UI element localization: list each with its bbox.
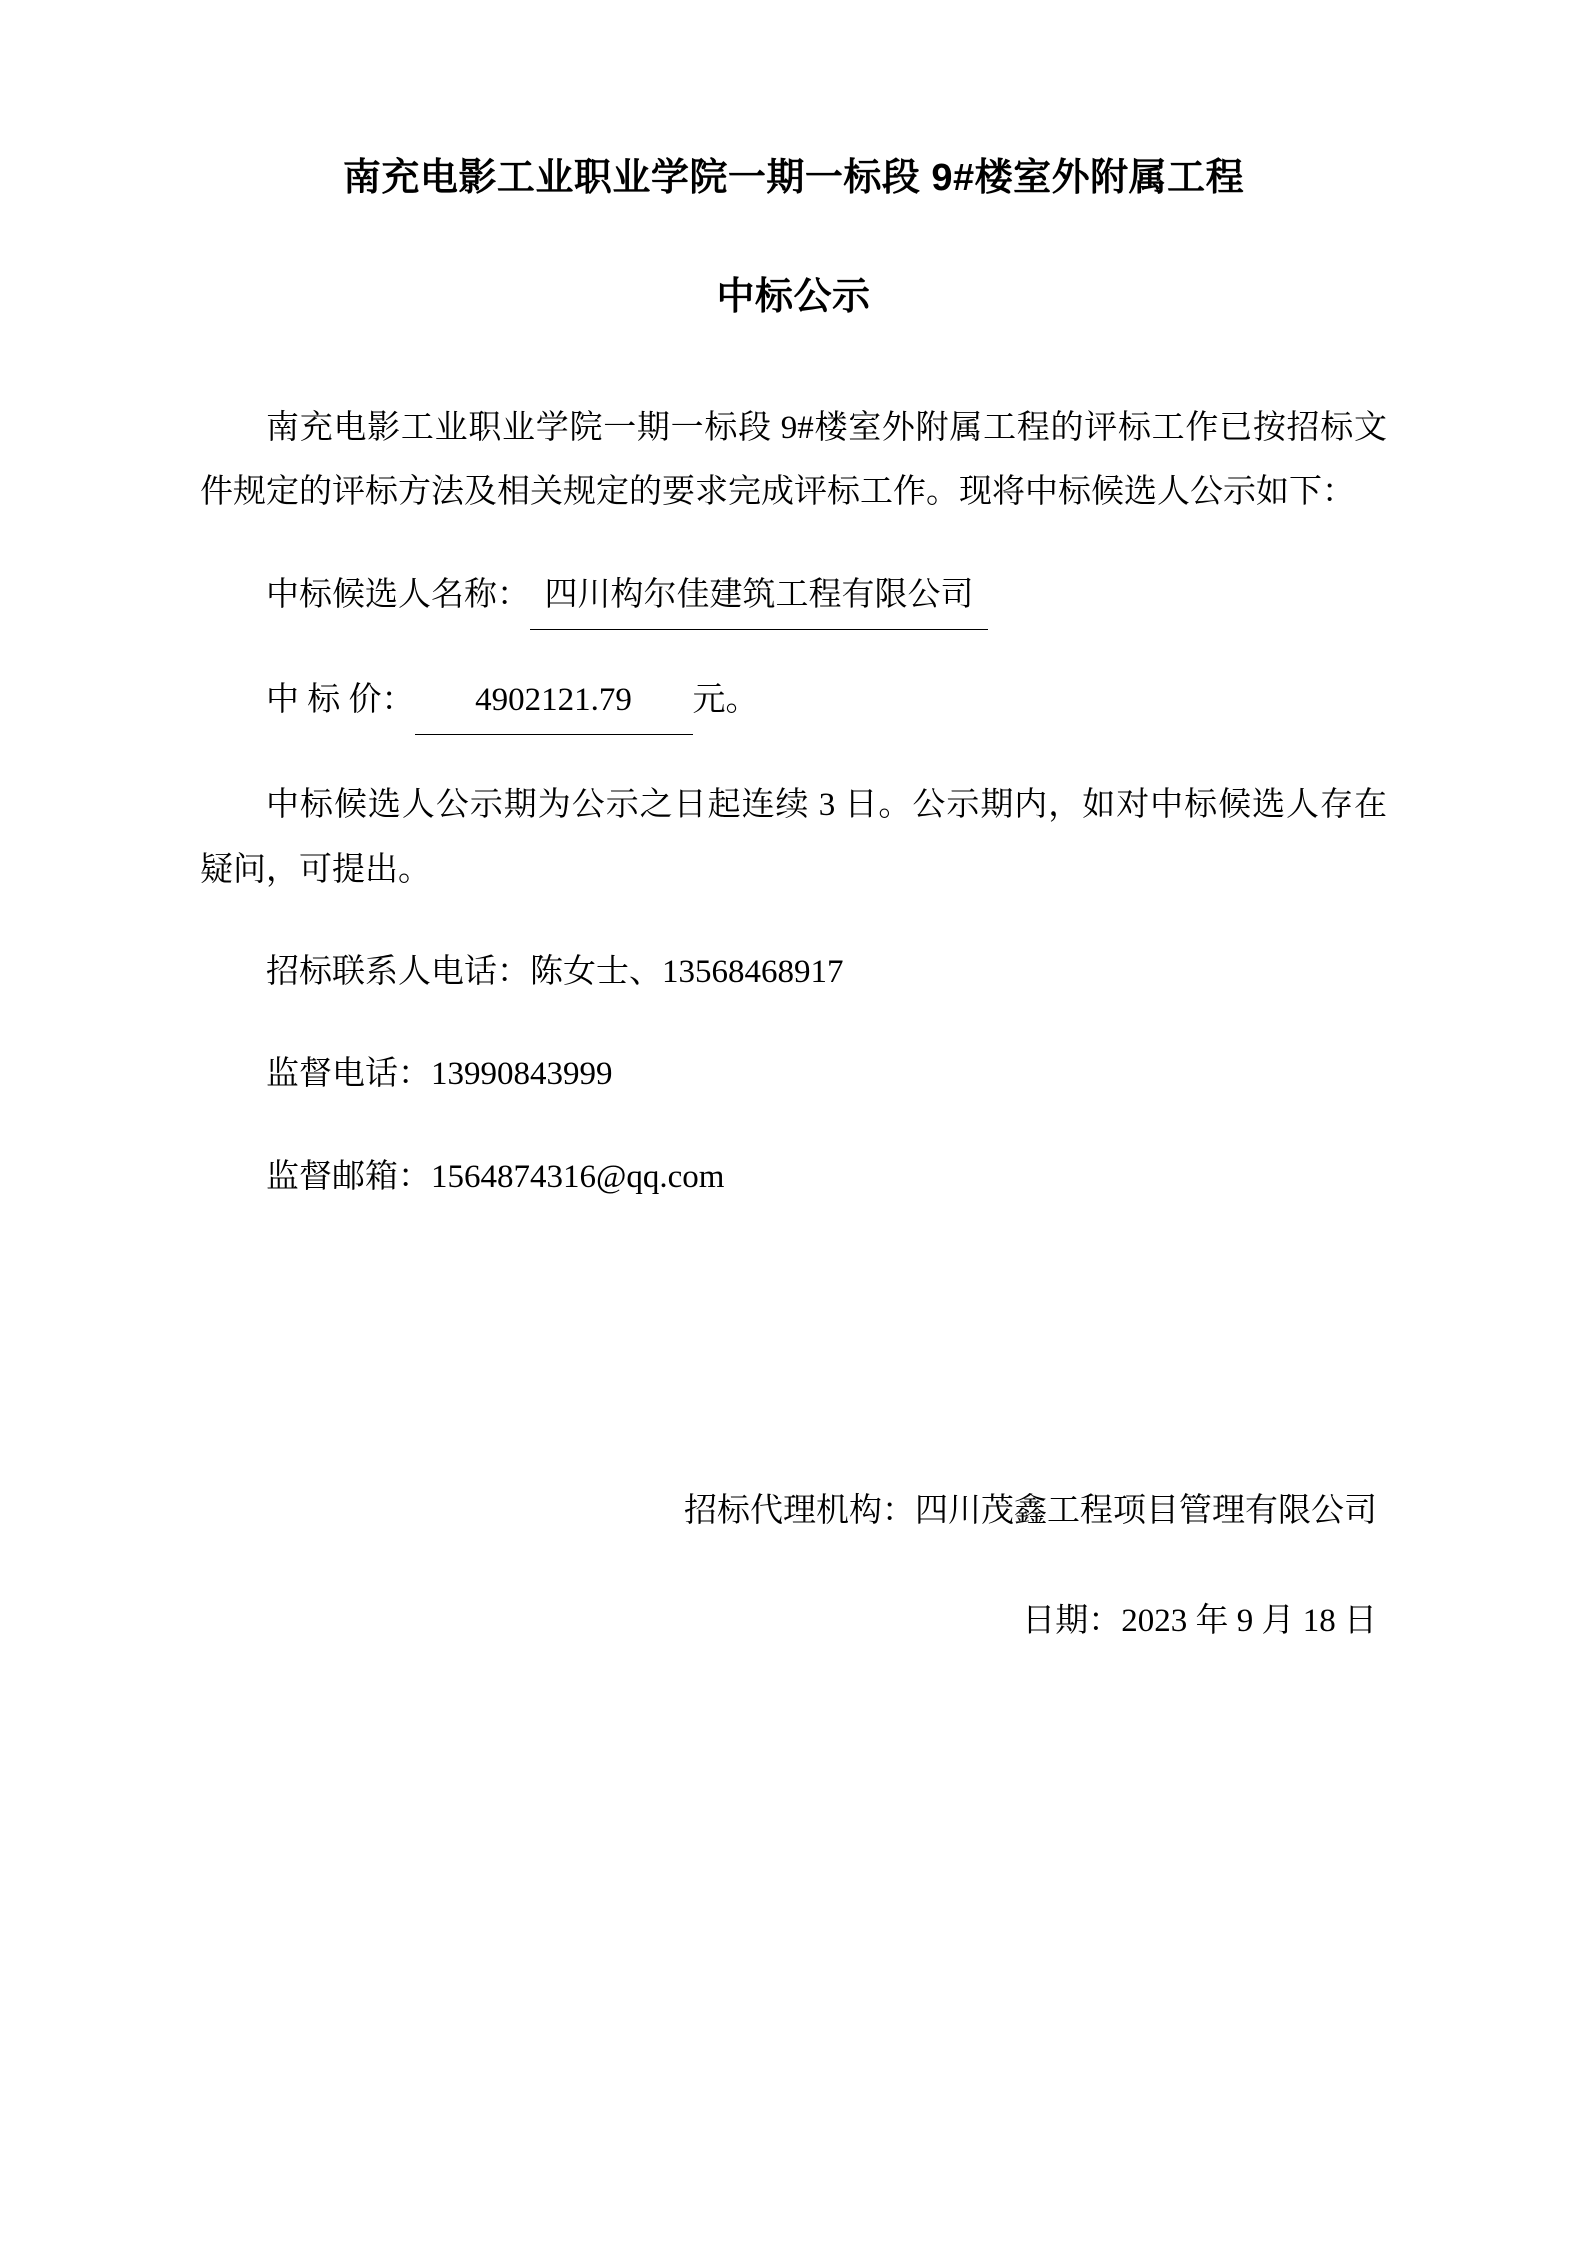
publicity-period-paragraph: 中标候选人公示期为公示之日起连续 3 日。公示期内，如对中标候选人存在疑问，可提出。 (200, 787, 1387, 888)
date-line: 日期：2023 年 9 月 18 日 (1022, 1603, 1377, 1640)
bid-price-unit: 元。 (692, 682, 759, 719)
supervision-email-line: 监督邮箱：1564874316@qq.com (266, 1158, 725, 1195)
bid-price-value: 4902121.79 (415, 668, 693, 735)
document-footer (200, 1479, 1387, 1654)
document-title-line-2: 中标公示 (716, 276, 871, 318)
agency-line: 招标代理机构：四川茂鑫工程项目管理有限公司 (684, 1493, 1377, 1530)
contact-phone-line: 招标联系人电话：陈女士、13568468917 (266, 954, 844, 991)
document-body (200, 396, 1387, 1209)
bid-price-row (200, 668, 1387, 735)
document-title-line-1: 南充电影工业职业学院一期一标段 9#楼室外附属工程 (342, 157, 1245, 199)
intro-paragraph: 南充电影工业职业学院一期一标段 9#楼室外附属工程的评标工作已按招标文件规定的评标方法及相关规定的要求完成评标工作。现将中标候选人公示如下： (200, 410, 1387, 511)
title-block (200, 150, 1387, 326)
candidate-name-value: 四川构尔佳建筑工程有限公司 (530, 563, 988, 630)
bid-price-label: 中 标 价： (266, 682, 415, 719)
candidate-name-label: 中标候选人名称： (266, 576, 530, 613)
candidate-name-row (200, 563, 1387, 630)
supervision-phone-line: 监督电话：13990843999 (266, 1056, 613, 1093)
